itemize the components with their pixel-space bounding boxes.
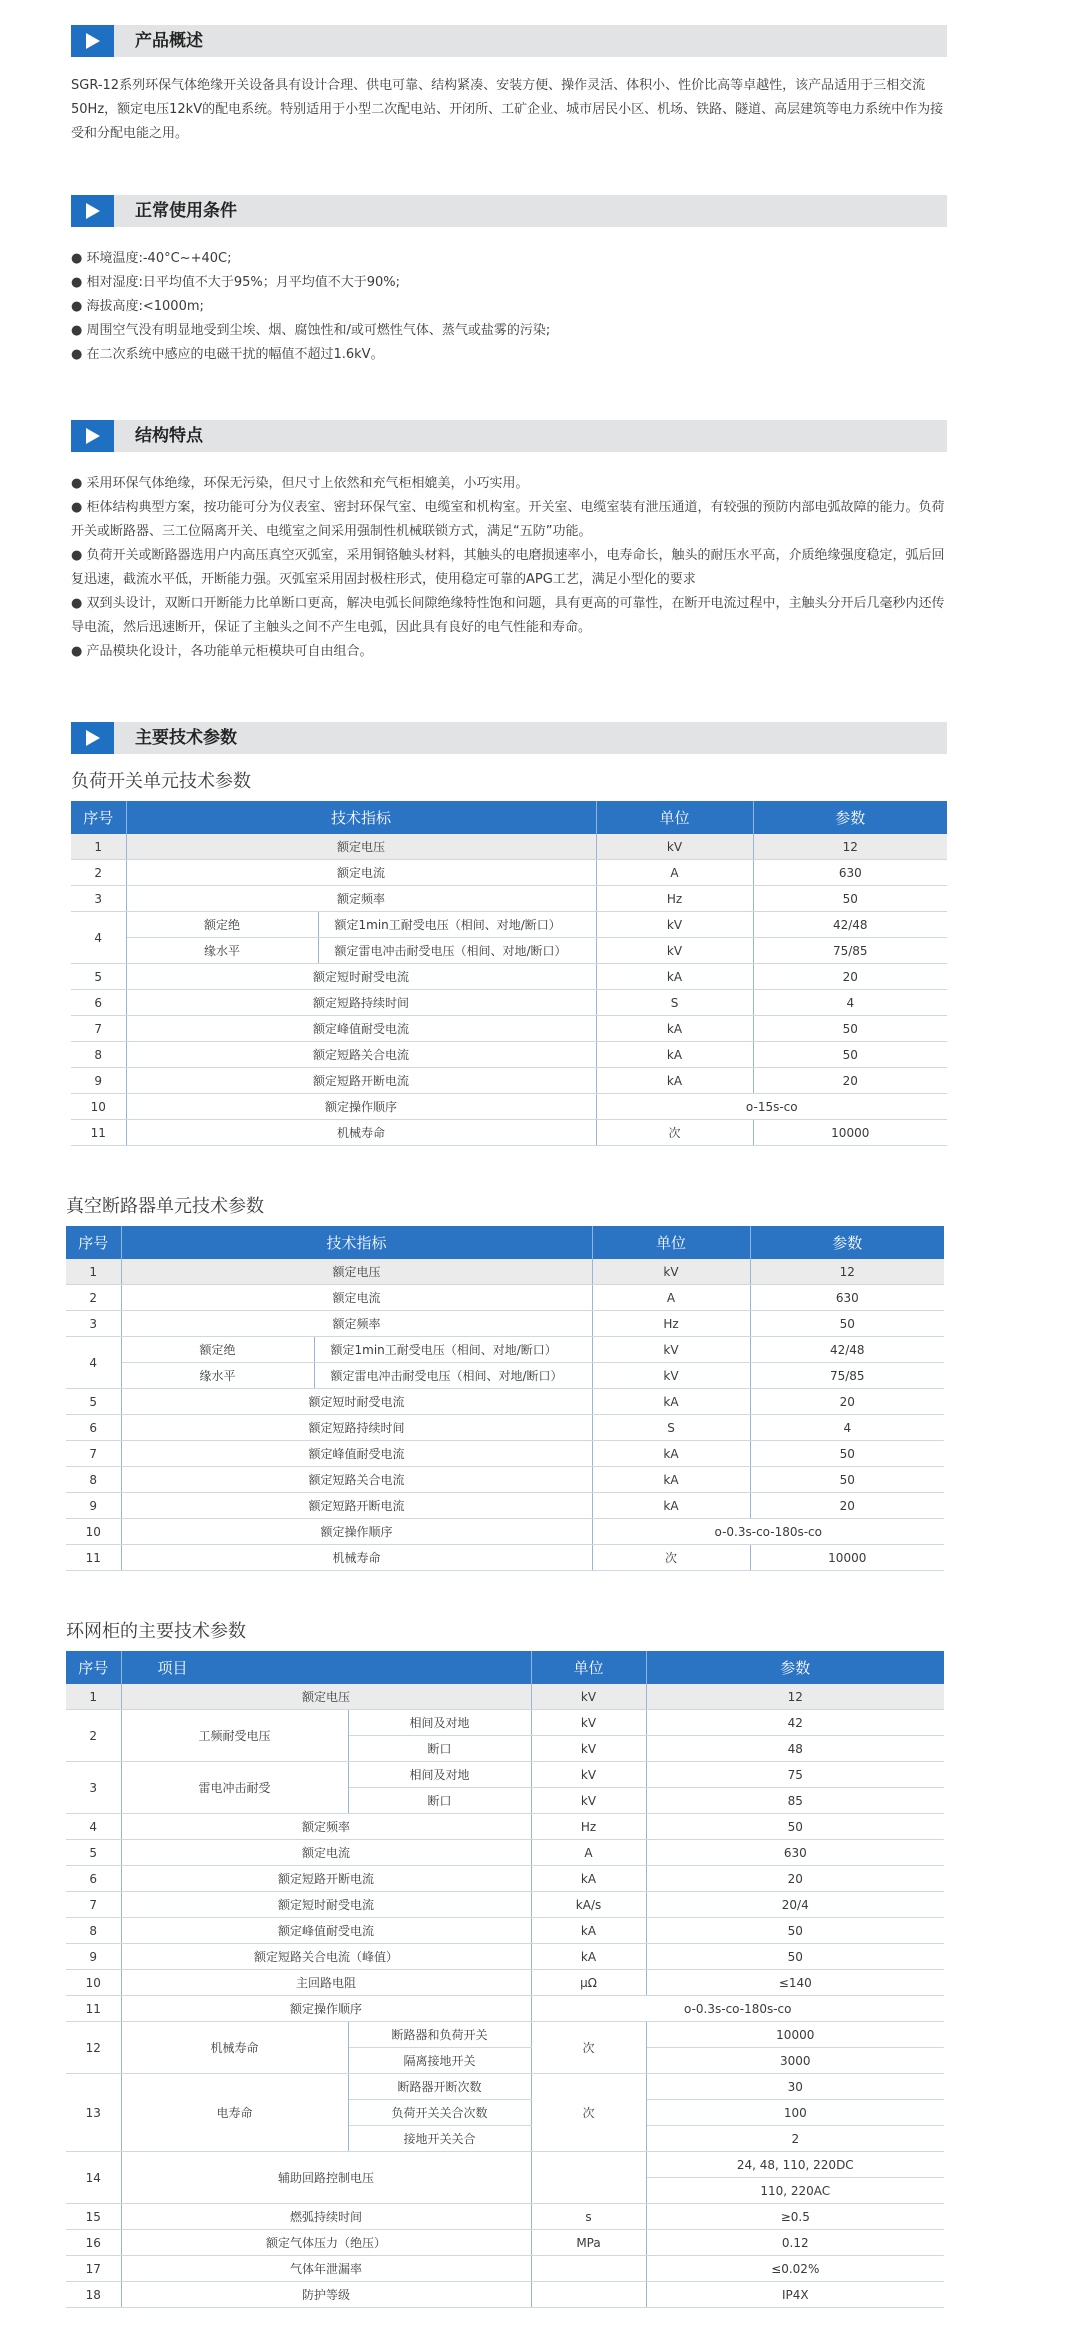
- col-header: 技术指标: [121, 1226, 592, 1259]
- table-row: 9 额定短路开断电流 kA 20: [66, 1493, 944, 1519]
- table1-title: 负荷开关单元技术参数: [71, 771, 251, 792]
- col-header: 序号: [66, 1651, 121, 1684]
- table3-title: 环网柜的主要技术参数: [66, 1621, 246, 1642]
- table-row: 18 防护等级 IP4X: [66, 2282, 944, 2308]
- play-arrow-icon: [71, 195, 114, 227]
- table-row: 1 额定电压 kV 12: [66, 1259, 944, 1285]
- col-header: 序号: [71, 801, 126, 834]
- table-row: 负荷开关关合次数 100: [66, 2100, 944, 2126]
- table-row: 9 额定短路关合电流（峰值） kA 50: [66, 1944, 944, 1970]
- list-item: ● 柜体结构典型方案，按功能可分为仪表室、密封环保气室、电缆室和机构室。开关室、电缆室装有泄压通道，有较强的预防内部电弧故障的能力。负荷开关或断路器、三工位隔离开关、电缆室之间采用强制性机械联锁方式，满足“五防”功能。: [71, 500, 945, 539]
- col-header: 单位: [592, 1226, 750, 1259]
- table-row: 隔离接地开关 3000: [66, 2048, 944, 2074]
- play-arrow-icon: [71, 420, 114, 452]
- table-row: 1 额定电压 kV 12: [66, 1684, 944, 1710]
- conditions-list: [71, 247, 947, 367]
- list-item: ● 双到头设计，双断口开断能力比单断口更高，解决电弧长间隙绝缘特性饱和问题，具有更高的可靠性，在断开电流过程中，主触头分开后几毫秒内还传导电流，然后迅速断开，保证了主触头之间不产生电弧，因此具有良好的电气性能和寿命。: [71, 596, 945, 635]
- table-row: 11 机械寿命 次 10000: [71, 1120, 947, 1146]
- table-row: 断口 kV 48: [66, 1736, 944, 1762]
- ring-main-unit-spec-table: [66, 1651, 944, 2308]
- vacuum-breaker-spec-table: [66, 1226, 944, 1571]
- table-row: 8 额定峰值耐受电流 kA 50: [66, 1918, 944, 1944]
- section-title: 主要技术参数: [135, 728, 237, 748]
- list-item: ● 相对湿度:日平均值不大于95%；月平均值不大于90%;: [71, 275, 401, 290]
- col-header: 单位: [531, 1651, 646, 1684]
- overview-paragraph: SGR-12系列环保气体绝缘开关设备具有设计合理、供电可靠、结构紧凑、安装方便、操作灵活、体积小、性价比高等卓越性，该产品适用于三相交流50Hz，额定电压12kV的配电系统。特别适用于小型二次配电站、开闭所、工矿企业、城市居民小区、机场、铁路、隧道、高层建筑等电力系统中作为接受和分配电能之用。: [71, 78, 944, 141]
- table-header-row: [71, 801, 947, 834]
- col-header: 单位: [596, 801, 753, 834]
- table-row: 15 燃弧持续时间 s ≥0.5: [66, 2204, 944, 2230]
- table-row: 8 额定短路关合电流 kA 50: [71, 1042, 947, 1068]
- col-header: 参数: [646, 1651, 944, 1684]
- table-row: 10 主回路电阻 μΩ ≤140: [66, 1970, 944, 1996]
- list-item: ● 环境温度:-40°C~+40C;: [71, 251, 232, 266]
- bullet-icon: ●: [71, 500, 83, 515]
- table-row: 1 额定电压 kV 12: [71, 834, 947, 860]
- table-row: 3 额定频率 Hz 50: [66, 1311, 944, 1337]
- load-switch-spec-table: [71, 801, 947, 1146]
- table-row: 接地开关关合 2: [66, 2126, 944, 2152]
- table-row: 11 额定操作顺序 o-0.3s-co-180s-co: [66, 1996, 944, 2022]
- bullet-icon: ●: [71, 596, 83, 611]
- section-header-overview: [71, 25, 947, 57]
- table-row: 4 额定绝 额定1min工耐受电压（相间、对地/断口） kV 42/48: [66, 1337, 944, 1363]
- table-row: 5 额定短时耐受电流 kA 20: [66, 1389, 944, 1415]
- bullet-icon: ●: [71, 548, 83, 563]
- table-row: 14 辅助回路控制电压 24, 48, 110, 220DC: [66, 2152, 944, 2178]
- table2-title: 真空断路器单元技术参数: [66, 1196, 264, 1217]
- table-row: 7 额定峰值耐受电流 kA 50: [71, 1016, 947, 1042]
- structure-list: [71, 472, 947, 664]
- table-header-row: [66, 1226, 944, 1259]
- play-arrow-icon: [71, 25, 114, 57]
- col-header: 参数: [753, 801, 947, 834]
- bullet-icon: ●: [71, 476, 83, 491]
- section-header-structure: [71, 420, 947, 452]
- table-row: 13 电寿命 断路器开断次数 次 30: [66, 2074, 944, 2100]
- list-item: ● 周围空气没有明显地受到尘埃、烟、腐蚀性和/或可燃性气体、蒸气或盐雾的污染;: [71, 323, 551, 338]
- section-header-conditions: [71, 195, 947, 227]
- table-row: 2 额定电流 A 630: [71, 860, 947, 886]
- section-title: 结构特点: [135, 426, 203, 446]
- list-item: ● 负荷开关或断路器选用户内高压真空灭弧室，采用铜铬触头材料，其触头的电磨损速率小，电寿命长，触头的耐压水平高，介质绝缘强度稳定，弧后回复迅速，截流水平低，开断能力强。灭弧室采用固封极柱形式，使用稳定可靠的APG工艺，满足小型化的要求: [71, 548, 945, 587]
- table-row: 6 额定短路开断电流 kA 20: [66, 1866, 944, 1892]
- table-row: 2 额定电流 A 630: [66, 1285, 944, 1311]
- table-row: 6 额定短路持续时间 S 4: [71, 990, 947, 1016]
- bullet-icon: ●: [71, 347, 83, 362]
- table-row: 缘水平 额定雷电冲击耐受电压（相间、对地/断口） kV 75/85: [66, 1363, 944, 1389]
- table-row: 4 额定频率 Hz 50: [66, 1814, 944, 1840]
- table-row: 12 机械寿命 断路器和负荷开关 次 10000: [66, 2022, 944, 2048]
- bullet-icon: ●: [71, 644, 83, 659]
- table-row: 5 额定短时耐受电流 kA 20: [71, 964, 947, 990]
- table-row: 2 工频耐受电压 相间及对地 kV 42: [66, 1710, 944, 1736]
- table-row: 16 额定气体压力（绝压） MPa 0.12: [66, 2230, 944, 2256]
- table-row: 8 额定短路关合电流 kA 50: [66, 1467, 944, 1493]
- table-row: 10 额定操作顺序 o-0.3s-co-180s-co: [66, 1519, 944, 1545]
- table-row: 11 机械寿命 次 10000: [66, 1545, 944, 1571]
- table-row: 4 额定绝 额定1min工耐受电压（相间、对地/断口） kV 42/48: [71, 912, 947, 938]
- table-row: 7 额定峰值耐受电流 kA 50: [66, 1441, 944, 1467]
- table-row: 10 额定操作顺序 o-15s-co: [71, 1094, 947, 1120]
- bullet-icon: ●: [71, 299, 83, 314]
- table-row: 断口 kV 85: [66, 1788, 944, 1814]
- list-item: ● 海拔高度:<1000m;: [71, 299, 204, 314]
- bullet-icon: ●: [71, 275, 83, 290]
- col-header: 序号: [66, 1226, 121, 1259]
- section-header-params: [71, 722, 947, 754]
- list-item: ● 采用环保气体绝缘，环保无污染，但尺寸上依然和充气柜相媲美，小巧实用。: [71, 476, 529, 491]
- table-row: 3 额定频率 Hz 50: [71, 886, 947, 912]
- list-item: ● 产品模块化设计，各功能单元柜模块可自由组合。: [71, 644, 373, 659]
- table-row: 9 额定短路开断电流 kA 20: [71, 1068, 947, 1094]
- table-row: 7 额定短时耐受电流 kA/s 20/4: [66, 1892, 944, 1918]
- table-row: 5 额定电流 A 630: [66, 1840, 944, 1866]
- play-arrow-icon: [71, 722, 114, 754]
- list-item: ● 在二次系统中感应的电磁干扰的幅值不超过1.6kV。: [71, 347, 384, 362]
- section-title: 正常使用条件: [135, 201, 237, 221]
- col-header: 项目: [121, 1651, 531, 1684]
- table-row: 110, 220AC: [66, 2178, 944, 2204]
- table-row: 17 气体年泄漏率 ≤0.02%: [66, 2256, 944, 2282]
- col-header: 参数: [750, 1226, 944, 1259]
- table-row: 3 雷电冲击耐受 相间及对地 kV 75: [66, 1762, 944, 1788]
- bullet-icon: ●: [71, 251, 83, 266]
- section-title: 产品概述: [135, 31, 203, 51]
- table-row: 缘水平 额定雷电冲击耐受电压（相间、对地/断口） kV 75/85: [71, 938, 947, 964]
- table-header-row: [66, 1651, 944, 1684]
- bullet-icon: ●: [71, 323, 83, 338]
- table-row: 6 额定短路持续时间 S 4: [66, 1415, 944, 1441]
- col-header: 技术指标: [126, 801, 596, 834]
